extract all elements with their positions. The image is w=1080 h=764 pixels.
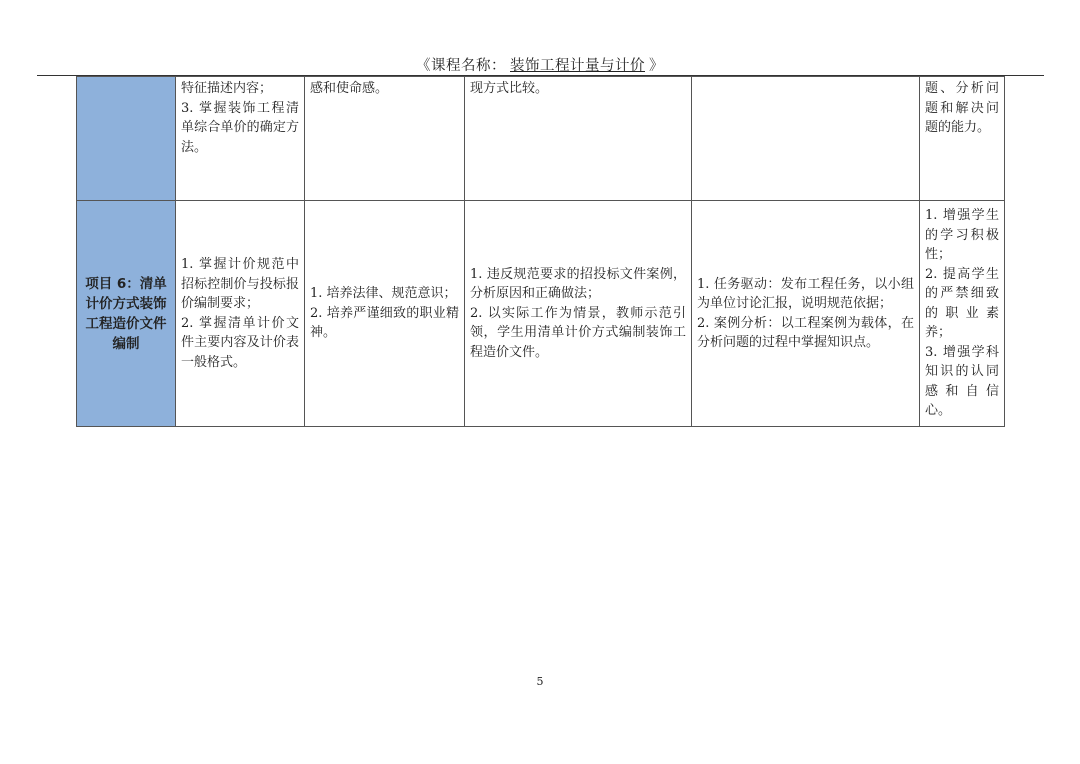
project-cell: 项目 6：清单计价方式装饰工程造价文件编制 xyxy=(77,201,176,427)
ideology-cell: 感和使命感。 xyxy=(305,77,465,201)
methods-cell: 1. 任务驱动：发布工程任务，以小组为单位讨论汇报，说明规范依据； 2. 案例分析：以工程案例为载体，在分析问题的过程中掌握知识点。 xyxy=(692,201,920,427)
table-row xyxy=(77,77,1005,201)
cases-cell: 现方式比较。 xyxy=(465,77,692,201)
project-cell xyxy=(77,77,176,201)
objectives-cell: 1. 掌握计价规范中招标控制价与投标报价编制要求； 2. 掌握清单计价文件主要内容及计价表一般格式。 xyxy=(176,201,305,427)
course-name: 装饰工程计量与计价 xyxy=(510,58,645,74)
objectives-cell: 特征描述内容； 3. 掌握装饰工程清单综合单价的确定方法。 xyxy=(176,77,305,201)
cases-cell: 1. 违反规范要求的招投标文件案例，分析原因和正确做法； 2. 以实际工作为情景，教师示范引领，学生用清单计价方式编制装饰工程造价文件。 xyxy=(465,201,692,427)
header-prefix: 《课程名称： xyxy=(416,58,506,74)
table-row xyxy=(77,201,1005,427)
header-suffix: 》 xyxy=(649,58,664,74)
page-number: 5 xyxy=(536,675,544,688)
ideology-cell: 1. 培养法律、规范意识； 2. 培养严谨细致的职业精神。 xyxy=(305,201,465,427)
effects-cell: 1. 增强学生的学习积极性； 2. 提高学生的严禁细致的职业素养； 3. 增强学科知识的认同感和自信心。 xyxy=(920,201,1005,427)
effects-cell: 题、分析问题和解决问题的能力。 xyxy=(920,77,1005,201)
methods-cell xyxy=(692,77,920,201)
page-header xyxy=(0,54,1080,75)
course-table xyxy=(76,76,1005,427)
